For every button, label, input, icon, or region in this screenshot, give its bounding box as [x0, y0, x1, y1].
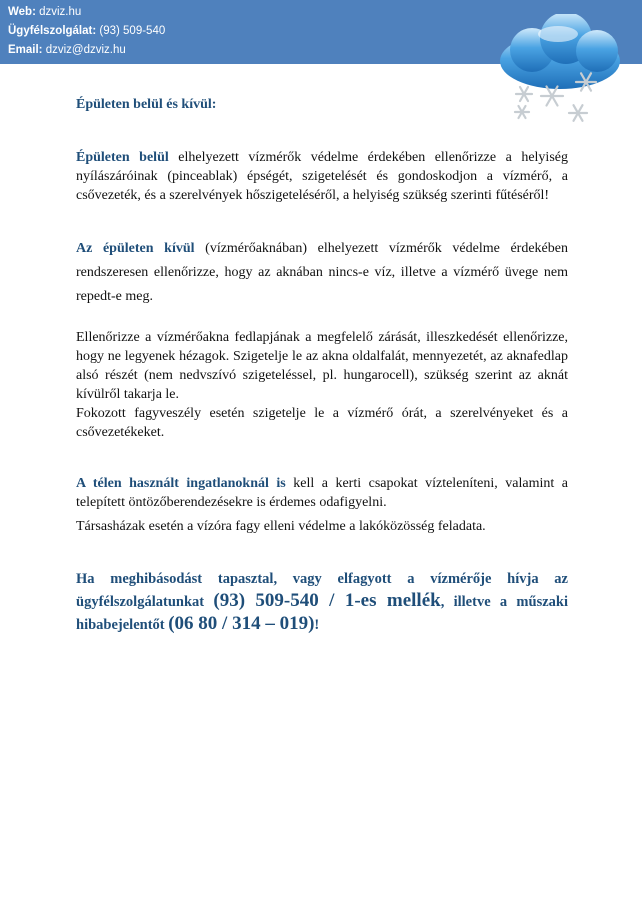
web-link[interactable]: dzviz.hu: [39, 6, 82, 18]
paragraph-contact-call: [76, 568, 568, 636]
contact-info: [8, 3, 165, 60]
phone-label: Ügyfélszolgálat:: [8, 25, 97, 37]
paragraph-lead: Az épületen kívül: [76, 241, 195, 256]
call-text: Ha meghibásodást tapasztal, vagy elfagyott a vízmérője hívja az ügyfélszolgálatunkat: [76, 571, 568, 610]
paragraph-lead: A télen használt ingatlanoknál is: [76, 476, 286, 491]
paragraph-outside-building: [76, 237, 568, 309]
section-heading: Épületen belül és kívül:: [76, 97, 217, 112]
customer-service-phone: (93) 509-540 / 1-es mellék: [213, 590, 441, 611]
document-body: [76, 95, 568, 636]
cloud-shape: [500, 14, 620, 89]
phone-value: (93) 509-540: [99, 25, 166, 37]
paragraph-meter-pit: Ellenőrizze a vízmérőakna fedlapjának a megfelelő zárását, illeszkedését ellenőrizze, hogy ne legyenek hézagok. Szigetelje le az akna oldalfalát, mennyezetét, az aknafedlap alsó részét (nem nedvszívó szigeteléssel, pl. hungarocell), szükség szerint az aknát kívülről takarja le.: [76, 330, 568, 402]
paragraph-lead: Épületen belül: [76, 150, 169, 165]
paragraph-winter-properties: [76, 474, 568, 512]
paragraph-condominiums: Társasházak esetén a vízóra fagy elleni védelme a lakóközösség feladata.: [76, 519, 486, 534]
call-text: , illetve a műszaki hibabejelentőt: [76, 594, 568, 633]
paragraph-text: elhelyezett vízmérők védelme érdekében ellenőrizze a helyiség nyílászáróinak (pinceablak) épségét, szigetelését és gondoskodjon a vízmérő, a csővezeték, és a szerelvények hőszigeteléséről, a helyiség szükség szerinti fűtéséről!: [76, 150, 568, 203]
paragraph-inside-building: [76, 148, 568, 205]
email-link[interactable]: dzviz@dzviz.hu: [45, 44, 126, 56]
web-line: [8, 3, 165, 22]
phone-line: [8, 22, 165, 41]
fault-report-phone: (06 80 / 314 – 019): [168, 613, 315, 634]
call-text: !: [314, 617, 320, 633]
paragraph-text: (vízmérőaknában) elhelyezett vízmérők védelme érdekében rendszeresen ellenőrizze, hogy az aknában nincs-e víz, illetve a vízmérő üvege nem repedt-e meg.: [76, 241, 568, 304]
email-label: Email:: [8, 44, 43, 56]
paragraph-frost-danger: Fokozott fagyveszély esetén szigetelje le a vízmérő órát, a szerelvényeket és a csővezetékeket.: [76, 406, 568, 440]
paragraph-text: kell a kerti csapokat vízteleníteni, valamint a telepített öntözőberendezésekre is érdemes odafigyelni.: [76, 476, 568, 510]
email-line: [8, 41, 165, 60]
web-label: Web:: [8, 6, 36, 18]
